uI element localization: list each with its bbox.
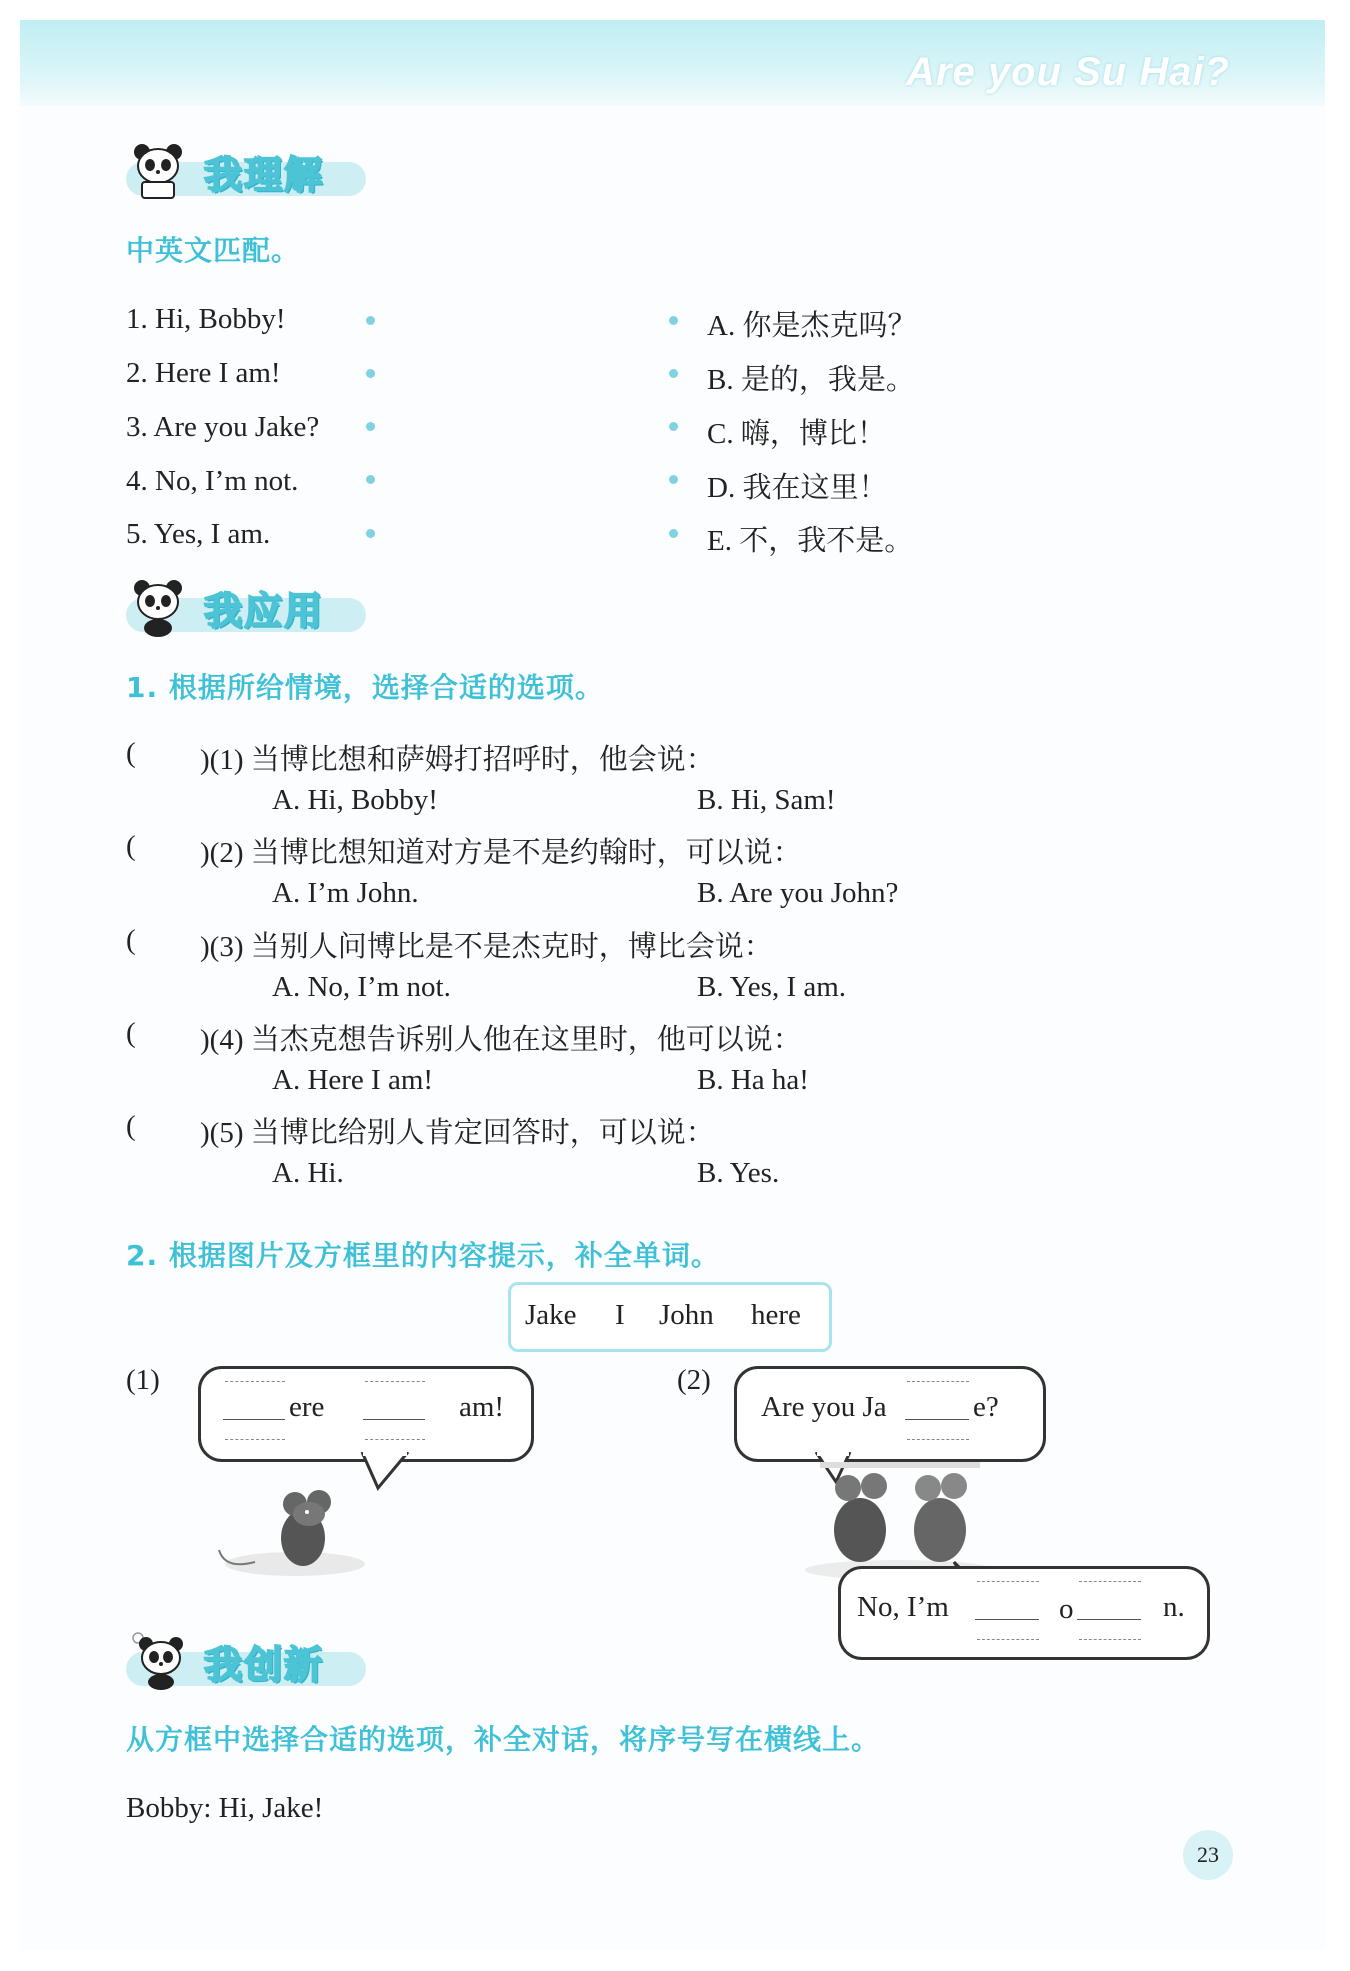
match-dot-left-2[interactable] [366,369,375,378]
mouse-illustration-1 [215,1480,375,1580]
panda-idea-icon [128,1630,190,1692]
item-1-part-ere: ere [289,1391,325,1423]
item-2-text: Are you Ja [761,1391,887,1423]
unit-title: Are you Su Hai? [906,50,1230,94]
match-left-3: 3. Are you Jake? [126,411,320,443]
section-badge-create: 我创新 [126,1630,366,1688]
word-john: John [659,1299,714,1331]
section-badge-apply: 我应用 [126,576,366,634]
answer-paren-1[interactable]: ( [126,737,136,769]
match-dot-right-3[interactable] [669,422,678,431]
answer-paren-2[interactable]: ( [126,830,136,862]
word-i: I [615,1299,625,1331]
item-1-part-am: am! [459,1391,505,1423]
match-dot-left-5[interactable] [366,529,375,538]
match-right-e: E. 不，我不是。 [707,525,914,557]
question-1-option-b: B. Hi, Sam! [697,784,836,816]
page-number: 23 [1183,1830,1233,1880]
word-jake: Jake [525,1299,577,1331]
question-5-option-a: A. Hi. [272,1157,344,1189]
word-box [508,1282,832,1352]
section2-q1-instruction: 1. 根据所给情境，选择合适的选项。 [126,671,604,704]
match-right-c: C. 嗨，博比！ [707,418,886,450]
item-2-reply-mid: o [1059,1593,1074,1625]
section1-instruction: 中英文匹配。 [126,234,301,267]
item-2-end: e? [973,1391,999,1423]
blank-1b[interactable] [363,1419,425,1420]
section3-instruction: 从方框中选择合适的选项，补全对话，将序号写在横线上。 [126,1723,881,1756]
match-dot-left-4[interactable] [366,475,375,484]
question-1-stem: )(1) 当博比想和萨姆打招呼时，他会说： [200,744,715,776]
question-3-option-a: A. No, I’m not. [272,971,451,1003]
question-5-option-b: B. Yes. [697,1157,780,1189]
match-dot-right-1[interactable] [669,316,678,325]
blank-2b[interactable] [975,1619,1039,1620]
speech-bubble-2 [734,1366,1046,1462]
blank-2c[interactable] [1077,1619,1141,1620]
answer-paren-4[interactable]: ( [126,1017,136,1049]
speech-bubble-3 [838,1566,1210,1660]
question-2-option-a: A. I’m John. [272,877,419,909]
match-right-b: B. 是的，我是。 [707,364,915,396]
match-dot-left-1[interactable] [366,316,375,325]
panda-reading-icon [128,140,190,202]
item-1-label: (1) [126,1364,160,1396]
question-2-stem: )(2) 当博比想知道对方是不是约翰时，可以说： [200,837,802,869]
speech-bubble-1 [198,1366,534,1462]
match-right-a: A. 你是杰克吗？ [707,310,917,342]
blank-2a[interactable] [905,1419,969,1420]
match-dot-right-4[interactable] [669,475,678,484]
match-dot-right-2[interactable] [669,369,678,378]
match-left-5: 5. Yes, I am. [126,518,271,550]
question-5-stem: )(5) 当博比给别人肯定回答时，可以说： [200,1117,715,1149]
question-3-option-b: B. Yes, I am. [697,971,847,1003]
word-here: here [751,1299,801,1331]
question-1-option-a: A. Hi, Bobby! [272,784,438,816]
match-left-2: 2. Here I am! [126,357,281,389]
answer-paren-5[interactable]: ( [126,1110,136,1142]
section-badge-understand: 我理解 [126,140,366,198]
question-4-option-a: A. Here I am! [272,1064,434,1096]
item-2-label: (2) [677,1364,711,1396]
answer-paren-3[interactable]: ( [126,924,136,956]
match-dot-right-5[interactable] [669,529,678,538]
match-left-4: 4. No, I’m not. [126,465,299,497]
item-2-reply-start: No, I’m [857,1591,949,1623]
blank-1a[interactable] [223,1419,285,1420]
question-4-stem: )(4) 当杰克想告诉别人他在这里时，他可以说： [200,1024,802,1056]
question-4-option-b: B. Ha ha! [697,1064,809,1096]
match-left-1: 1. Hi, Bobby! [126,303,286,335]
panda-thinking-icon [128,576,190,638]
question-2-option-b: B. Are you John? [697,877,899,909]
section2-q2-instruction: 2. 根据图片及方框里的内容提示，补全单词。 [126,1239,720,1272]
match-dot-left-3[interactable] [366,422,375,431]
dialogue-line-1: Bobby: Hi, Jake! [126,1792,324,1824]
question-3-stem: )(3) 当别人问博比是不是杰克时，博比会说： [200,931,773,963]
item-2-reply-end: n. [1163,1591,1185,1623]
match-right-d: D. 我在这里！ [707,472,888,504]
